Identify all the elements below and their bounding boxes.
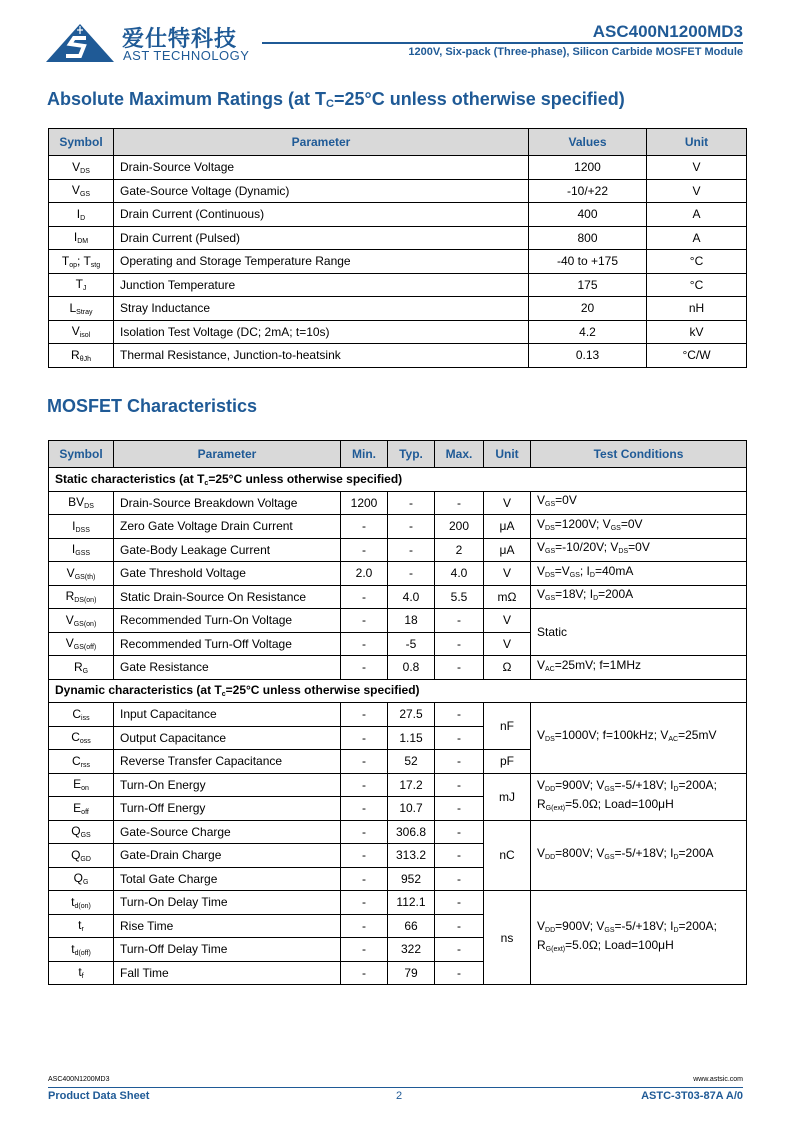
parameter-cell: Turn-On Delay Time <box>114 891 341 915</box>
unit-cell: V <box>484 562 531 586</box>
table-row <box>49 491 747 515</box>
parameter-cell: Fall Time <box>114 961 341 985</box>
parameter-cell: Thermal Resistance, Junction-to-heatsink <box>114 344 529 368</box>
test-condition-cell: $V_{GS}=18V$; $I_D=200A$ <box>531 585 747 609</box>
unit-cell: V <box>484 491 531 515</box>
min-cell: - <box>341 891 388 915</box>
unit-cell: mJ <box>484 773 531 820</box>
value-cell: 20 <box>529 297 647 321</box>
table-row <box>49 703 747 727</box>
min-cell: - <box>341 726 388 750</box>
table-row <box>49 156 747 180</box>
mosfet-section-title: MOSFET Characteristics <box>47 396 258 416</box>
min-cell: - <box>341 844 388 868</box>
symbol-cell: $R_G$ <box>49 656 114 680</box>
symbol-cell: $V_{GS(th)}$ <box>49 562 114 586</box>
value-cell: -10/+22 <box>529 179 647 203</box>
typ-cell: - <box>388 491 435 515</box>
unit-cell: mΩ <box>484 585 531 609</box>
symbol-cell: $E_{off}$ <box>49 797 114 821</box>
symbol-cell: $R_{\theta Jh}$ <box>49 344 114 368</box>
document-title: ASC400N1200MD3 <box>592 22 743 41</box>
min-cell: - <box>341 797 388 821</box>
table-row <box>49 179 747 203</box>
table-row <box>49 891 747 915</box>
column-header: Max. <box>435 441 484 468</box>
max-cell: - <box>435 632 484 656</box>
unit-cell: V <box>484 632 531 656</box>
parameter-cell: Static Drain-Source On Resistance <box>114 585 341 609</box>
typ-cell: 952 <box>388 867 435 891</box>
typ-cell: 52 <box>388 750 435 774</box>
parameter-cell: Gate-Body Leakage Current <box>114 538 341 562</box>
parameter-cell: Drain Current (Continuous) <box>114 203 529 227</box>
max-cell: 4.0 <box>435 562 484 586</box>
value-cell: 0.13 <box>529 344 647 368</box>
max-cell: 2 <box>435 538 484 562</box>
symbol-cell: $V_{GS(on)}$ <box>49 609 114 633</box>
unit-cell: A <box>647 203 747 227</box>
typ-cell: 306.8 <box>388 820 435 844</box>
symbol-cell: $Q_{GD}$ <box>49 844 114 868</box>
max-cell: - <box>435 961 484 985</box>
parameter-cell: Output Capacitance <box>114 726 341 750</box>
typ-cell: - <box>388 562 435 586</box>
column-header: Unit <box>484 441 531 468</box>
typ-cell: 4.0 <box>388 585 435 609</box>
table-row <box>49 656 747 680</box>
ast-logo-icon <box>46 24 114 62</box>
min-cell: - <box>341 632 388 656</box>
parameter-cell: Isolation Test Voltage (DC; 2mA; t=10s) <box>114 320 529 344</box>
footer-website-link[interactable]: www.astsic.com <box>693 1076 743 1083</box>
symbol-cell: $R_{DS(on)}$ <box>49 585 114 609</box>
dynamic-group-row <box>49 679 747 703</box>
parameter-cell: Drain-Source Voltage <box>114 156 529 180</box>
test-condition-cell: $V_{DD}=800V$; $V_{GS}=-5/+18V$; $I_D=200A$ <box>531 820 747 891</box>
min-cell: - <box>341 656 388 680</box>
max-cell: - <box>435 891 484 915</box>
symbol-cell: $Q_G$ <box>49 867 114 891</box>
column-header: Parameter <box>114 441 341 468</box>
group-title: Static characteristics (at $T_c=25^\circ C$ unless otherwise specified) <box>49 468 747 492</box>
max-cell: 5.5 <box>435 585 484 609</box>
min-cell: - <box>341 703 388 727</box>
parameter-cell: Junction Temperature <box>114 273 529 297</box>
parameter-cell: Operating and Storage Temperature Range <box>114 250 529 274</box>
symbol-cell: $T_J$ <box>49 273 114 297</box>
min-cell: - <box>341 750 388 774</box>
typ-cell: 322 <box>388 938 435 962</box>
min-cell: 1200 <box>341 491 388 515</box>
logo-english-name: AST TECHNOLOGY <box>123 48 250 63</box>
typ-cell: 112.1 <box>388 891 435 915</box>
table-row <box>49 773 747 797</box>
test-condition-cell: $V_{GS}=0V$ <box>531 491 747 515</box>
column-header: Parameter <box>114 129 529 156</box>
value-cell: 1200 <box>529 156 647 180</box>
column-header: Symbol <box>49 441 114 468</box>
table-row <box>49 820 747 844</box>
group-title: Dynamic characteristics (at $T_c=25^\circ C$ unless otherwise specified) <box>49 679 747 703</box>
table-row <box>49 538 747 562</box>
parameter-cell: Zero Gate Voltage Drain Current <box>114 515 341 539</box>
parameter-cell: Total Gate Charge <box>114 867 341 891</box>
parameter-cell: Stray Inductance <box>114 297 529 321</box>
typ-cell: - <box>388 538 435 562</box>
footer-part-number: ASC400N1200MD3 <box>48 1076 110 1083</box>
column-header: Values <box>529 129 647 156</box>
unit-cell: °C <box>647 273 747 297</box>
parameter-cell: Gate-Drain Charge <box>114 844 341 868</box>
symbol-cell: $I_{GSS}$ <box>49 538 114 562</box>
absolute-maximum-ratings-table <box>48 128 747 368</box>
value-cell: -40 to +175 <box>529 250 647 274</box>
parameter-cell: Input Capacitance <box>114 703 341 727</box>
parameter-cell: Recommended Turn-Off Voltage <box>114 632 341 656</box>
symbol-cell: $Q_{GS}$ <box>49 820 114 844</box>
static-group-row <box>49 468 747 492</box>
symbol-cell: $I_D$ <box>49 203 114 227</box>
table-row <box>49 226 747 250</box>
unit-cell: °C/W <box>647 344 747 368</box>
max-cell: 200 <box>435 515 484 539</box>
typ-cell: 79 <box>388 961 435 985</box>
value-cell: 175 <box>529 273 647 297</box>
parameter-cell: Drain-Source Breakdown Voltage <box>114 491 341 515</box>
mosfet-characteristics-table <box>48 440 747 985</box>
table-row <box>49 273 747 297</box>
test-condition-cell: $V_{DS}=1200V$; $V_{GS}=0V$ <box>531 515 747 539</box>
parameter-cell: Rise Time <box>114 914 341 938</box>
typ-cell: 17.2 <box>388 773 435 797</box>
footer-divider <box>48 1087 743 1088</box>
typ-cell: 0.8 <box>388 656 435 680</box>
table-row <box>49 344 747 368</box>
column-header: Symbol <box>49 129 114 156</box>
symbol-cell: $C_{oss}$ <box>49 726 114 750</box>
unit-cell: A <box>647 226 747 250</box>
max-cell: - <box>435 703 484 727</box>
page-header <box>0 0 793 70</box>
typ-cell: - <box>388 515 435 539</box>
amr-section-title: Absolute Maximum Ratings (at $T_C=25^\circ C$ unless otherwise specified) <box>47 89 625 110</box>
test-condition-cell: $V_{AC}=25mV$; f=1MHz <box>531 656 747 680</box>
table-row <box>49 609 747 633</box>
min-cell: - <box>341 820 388 844</box>
unit-cell: Ω <box>484 656 531 680</box>
unit-cell: μA <box>484 538 531 562</box>
min-cell: - <box>341 585 388 609</box>
min-cell: - <box>341 773 388 797</box>
typ-cell: 10.7 <box>388 797 435 821</box>
symbol-cell: $C_{iss}$ <box>49 703 114 727</box>
table-row <box>49 585 747 609</box>
symbol-cell: $t_{d(on)}$ <box>49 891 114 915</box>
column-header: Typ. <box>388 441 435 468</box>
logo-chinese-name: 爱仕特科技 <box>122 27 238 52</box>
unit-cell: V <box>647 179 747 203</box>
typ-cell: 66 <box>388 914 435 938</box>
typ-cell: 1.15 <box>388 726 435 750</box>
parameter-cell: Drain Current (Pulsed) <box>114 226 529 250</box>
parameter-cell: Reverse Transfer Capacitance <box>114 750 341 774</box>
min-cell: - <box>341 914 388 938</box>
table-row <box>49 562 747 586</box>
max-cell: - <box>435 797 484 821</box>
parameter-cell: Turn-Off Delay Time <box>114 938 341 962</box>
min-cell: - <box>341 609 388 633</box>
parameter-cell: Gate Resistance <box>114 656 341 680</box>
test-condition-cell: $V_{GS}=-10/20V$; $V_{DS}=0V$ <box>531 538 747 562</box>
typ-cell: 313.2 <box>388 844 435 868</box>
typ-cell: -5 <box>388 632 435 656</box>
symbol-cell: $BV_{DS}$ <box>49 491 114 515</box>
unit-cell: pF <box>484 750 531 774</box>
value-cell: 400 <box>529 203 647 227</box>
table-row <box>49 203 747 227</box>
min-cell: - <box>341 867 388 891</box>
max-cell: - <box>435 820 484 844</box>
symbol-cell: $V_{GS(off)}$ <box>49 632 114 656</box>
column-header: Test Conditions <box>531 441 747 468</box>
typ-cell: 27.5 <box>388 703 435 727</box>
test-condition-cell: $V_{DD}=900V$; $V_{GS}=-5/+18V$; $I_D=200A$; $R_{G(ext)}=5.0\Omega$; Load=100μH <box>531 891 747 985</box>
symbol-cell: $V_{DS}$ <box>49 156 114 180</box>
unit-cell: V <box>484 609 531 633</box>
value-cell: 4.2 <box>529 320 647 344</box>
max-cell: - <box>435 844 484 868</box>
symbol-cell: $t_{d(off)}$ <box>49 938 114 962</box>
unit-cell: nC <box>484 820 531 891</box>
footer-doc-code: ASTC-3T03-87A A/0 <box>641 1090 743 1102</box>
column-header: Min. <box>341 441 388 468</box>
unit-cell: ns <box>484 891 531 985</box>
table-row <box>49 297 747 321</box>
unit-cell: μA <box>484 515 531 539</box>
parameter-cell: Gate Threshold Voltage <box>114 562 341 586</box>
symbol-cell: $V_{GS}$ <box>49 179 114 203</box>
symbol-cell: $V_{isol}$ <box>49 320 114 344</box>
test-condition-cell: $V_{DS}=1000V$; f=100kHz; $V_{AC}=25mV$ <box>531 703 747 774</box>
max-cell: - <box>435 491 484 515</box>
column-header: Unit <box>647 129 747 156</box>
table-row <box>49 320 747 344</box>
header-divider <box>262 42 743 44</box>
table-row <box>49 515 747 539</box>
max-cell: - <box>435 938 484 962</box>
page-number: 2 <box>396 1090 403 1102</box>
min-cell: - <box>341 961 388 985</box>
symbol-cell: $t_f$ <box>49 961 114 985</box>
symbol-cell: $t_r$ <box>49 914 114 938</box>
max-cell: - <box>435 914 484 938</box>
min-cell: - <box>341 515 388 539</box>
max-cell: - <box>435 656 484 680</box>
unit-cell: V <box>647 156 747 180</box>
test-condition-cell: $V_{DS}=V_{GS}$; $I_D=40mA$ <box>531 562 747 586</box>
parameter-cell: Turn-On Energy <box>114 773 341 797</box>
parameter-cell: Gate-Source Voltage (Dynamic) <box>114 179 529 203</box>
max-cell: - <box>435 867 484 891</box>
symbol-cell: $I_{DM}$ <box>49 226 114 250</box>
unit-cell: nH <box>647 297 747 321</box>
max-cell: - <box>435 773 484 797</box>
test-condition-cell: Static <box>531 609 747 656</box>
max-cell: - <box>435 609 484 633</box>
symbol-cell: $I_{DSS}$ <box>49 515 114 539</box>
symbol-cell: $L_{Stray}$ <box>49 297 114 321</box>
max-cell: - <box>435 750 484 774</box>
parameter-cell: Turn-Off Energy <box>114 797 341 821</box>
value-cell: 800 <box>529 226 647 250</box>
min-cell: 2.0 <box>341 562 388 586</box>
symbol-cell: $E_{on}$ <box>49 773 114 797</box>
footer-doc-type: Product Data Sheet <box>48 1090 150 1102</box>
max-cell: - <box>435 726 484 750</box>
document-subtitle: 1200V, Six-pack (Three-phase), Silicon Carbide MOSFET Module <box>408 46 743 58</box>
parameter-cell: Gate-Source Charge <box>114 820 341 844</box>
unit-cell: °C <box>647 250 747 274</box>
test-condition-cell: $V_{DD}=900V$; $V_{GS}=-5/+18V$; $I_D=200A$; $R_{G(ext)}=5.0\Omega$; Load=100μH <box>531 773 747 820</box>
min-cell: - <box>341 938 388 962</box>
parameter-cell: Recommended Turn-On Voltage <box>114 609 341 633</box>
min-cell: - <box>341 538 388 562</box>
table-row <box>49 250 747 274</box>
unit-cell: kV <box>647 320 747 344</box>
symbol-cell: $T_{op}$; $T_{stg}$ <box>49 250 114 274</box>
unit-cell: nF <box>484 703 531 750</box>
symbol-cell: $C_{rss}$ <box>49 750 114 774</box>
typ-cell: 18 <box>388 609 435 633</box>
